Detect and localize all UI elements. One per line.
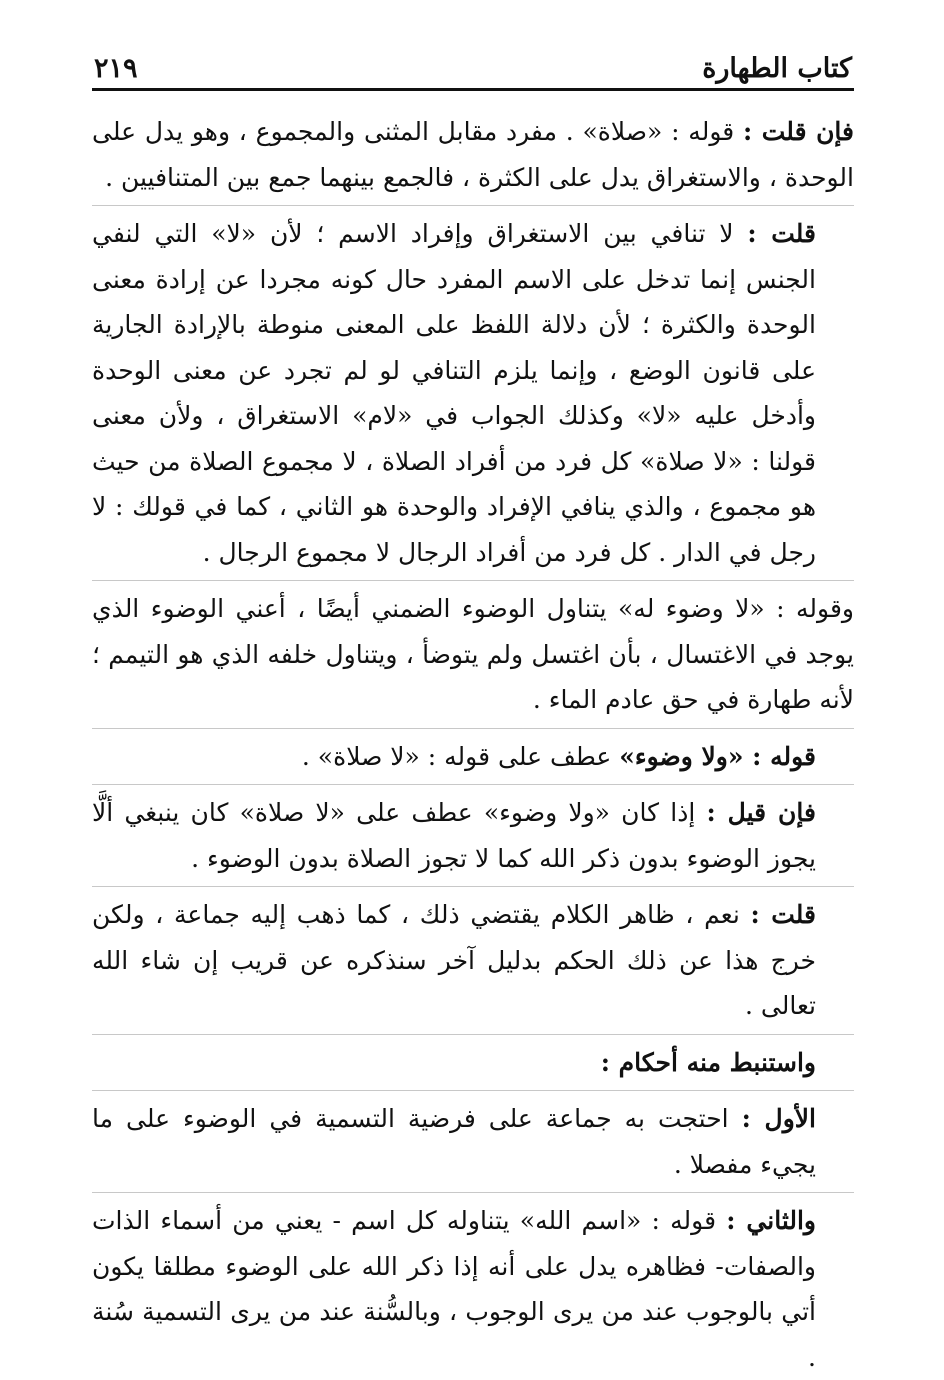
- paragraph-lead: فإن قلت :: [742, 117, 854, 146]
- running-title: كتاب الطهارة: [702, 53, 852, 84]
- paragraph: [92, 729, 854, 780]
- paragraph-text: وقوله : «لا وضوء له» يتناول الوضوء الضمني أيضًا ، أعني الوضوء الذي يوجد في الاغتسال ، بأن اغتسل ولم يتوضأ ، ويتناول خلفه الذي هو التيمم ؛ لأنه طهارة في حق عادم الماء .: [92, 594, 854, 714]
- paragraph-text: لا تنافي بين الاستغراق وإفراد الاسم ؛ لأن «لا» التي لنفي الجنس إنما تدخل على الاسم المفرد حال كونه مجردا عن إرادة معنى الوحدة والكثرة ؛ لأن دلالة اللفظ على المعنى منوطة بالإرادة الجارية على قانون الوضع ، وإنما يلزم التنافي لو لم تجرد عن معنى الوحدة وأدخل عليه «لا» وكذلك الجواب في «لام» الاستغراق ، ولأن معنى قولنا : «لا صلاة» كل فرد من أفراد الصلاة ، لا مجموع الصلاة من حيث هو مجموع ، والذي ينافي الإفراد والوحدة هو الثاني ، كما في قولك : لا رجل في الدار . كل فرد من أفراد الرجال لا مجموع الرجال .: [92, 219, 816, 567]
- page-number: ٢١٩: [94, 53, 138, 84]
- paragraph: [92, 206, 854, 575]
- paragraph: [92, 1091, 854, 1187]
- paragraph-text: عطف على قوله : «لا صلاة» .: [301, 741, 620, 771]
- paragraph-lead: فإن قيل :: [706, 798, 816, 827]
- paragraph-lead: قلت :: [750, 900, 816, 929]
- paragraph: [92, 1193, 854, 1380]
- page-header: [92, 40, 854, 91]
- paragraph-lead: واستنبط منه أحكام :: [600, 1047, 816, 1077]
- paragraph-text: احتجت به جماعة على فرضية التسمية في الوضوء على ما يجيء مفصلا .: [92, 1104, 816, 1179]
- paragraph: [92, 887, 854, 1029]
- paragraph: [92, 581, 854, 723]
- paragraph-lead: قوله : «ولا وضوء»: [619, 741, 816, 771]
- paragraph: [92, 109, 854, 200]
- paragraph-lead: والثاني :: [726, 1206, 817, 1235]
- paragraph-text: نعم ، ظاهر الكلام يقتضي ذلك ، كما ذهب إليه جماعة ، ولكن خرج هذا عن ذلك الحكم بدليل آخر سنذكره عن قريب إن شاء الله تعالى .: [92, 900, 816, 1020]
- paragraph-lead: قلت :: [747, 219, 817, 248]
- paragraph-text: إذا كان «ولا وضوء» عطف على «لا صلاة» كان ينبغي ألَّا يجوز الوضوء بدون ذكر الله كما لا تجوز الصلاة بدون الوضوء .: [92, 798, 816, 873]
- paragraph: [92, 785, 854, 881]
- section-heading: [92, 1035, 854, 1086]
- paragraph-lead: الأول :: [741, 1104, 816, 1133]
- paragraph-text: قوله : «صلاة» . مفرد مقابل المثنى والمجموع ، وهو يدل على الوحدة ، والاستغراق يدل على الكثرة ، فالجمع بينهما جمع بين المتنافيين .: [92, 117, 854, 192]
- page-body: [92, 109, 854, 1380]
- paragraph-text: قوله : «اسم الله» يتناوله كل اسم - يعني من أسماء الذات والصفات- فظاهره يدل على أنه إذا ذكر الله على الوضوء مطلقا يكون أتي بالوجوب عند من يرى الوجوب ، وبالسُّنة عند من يرى التسمية سُنة .: [92, 1206, 816, 1372]
